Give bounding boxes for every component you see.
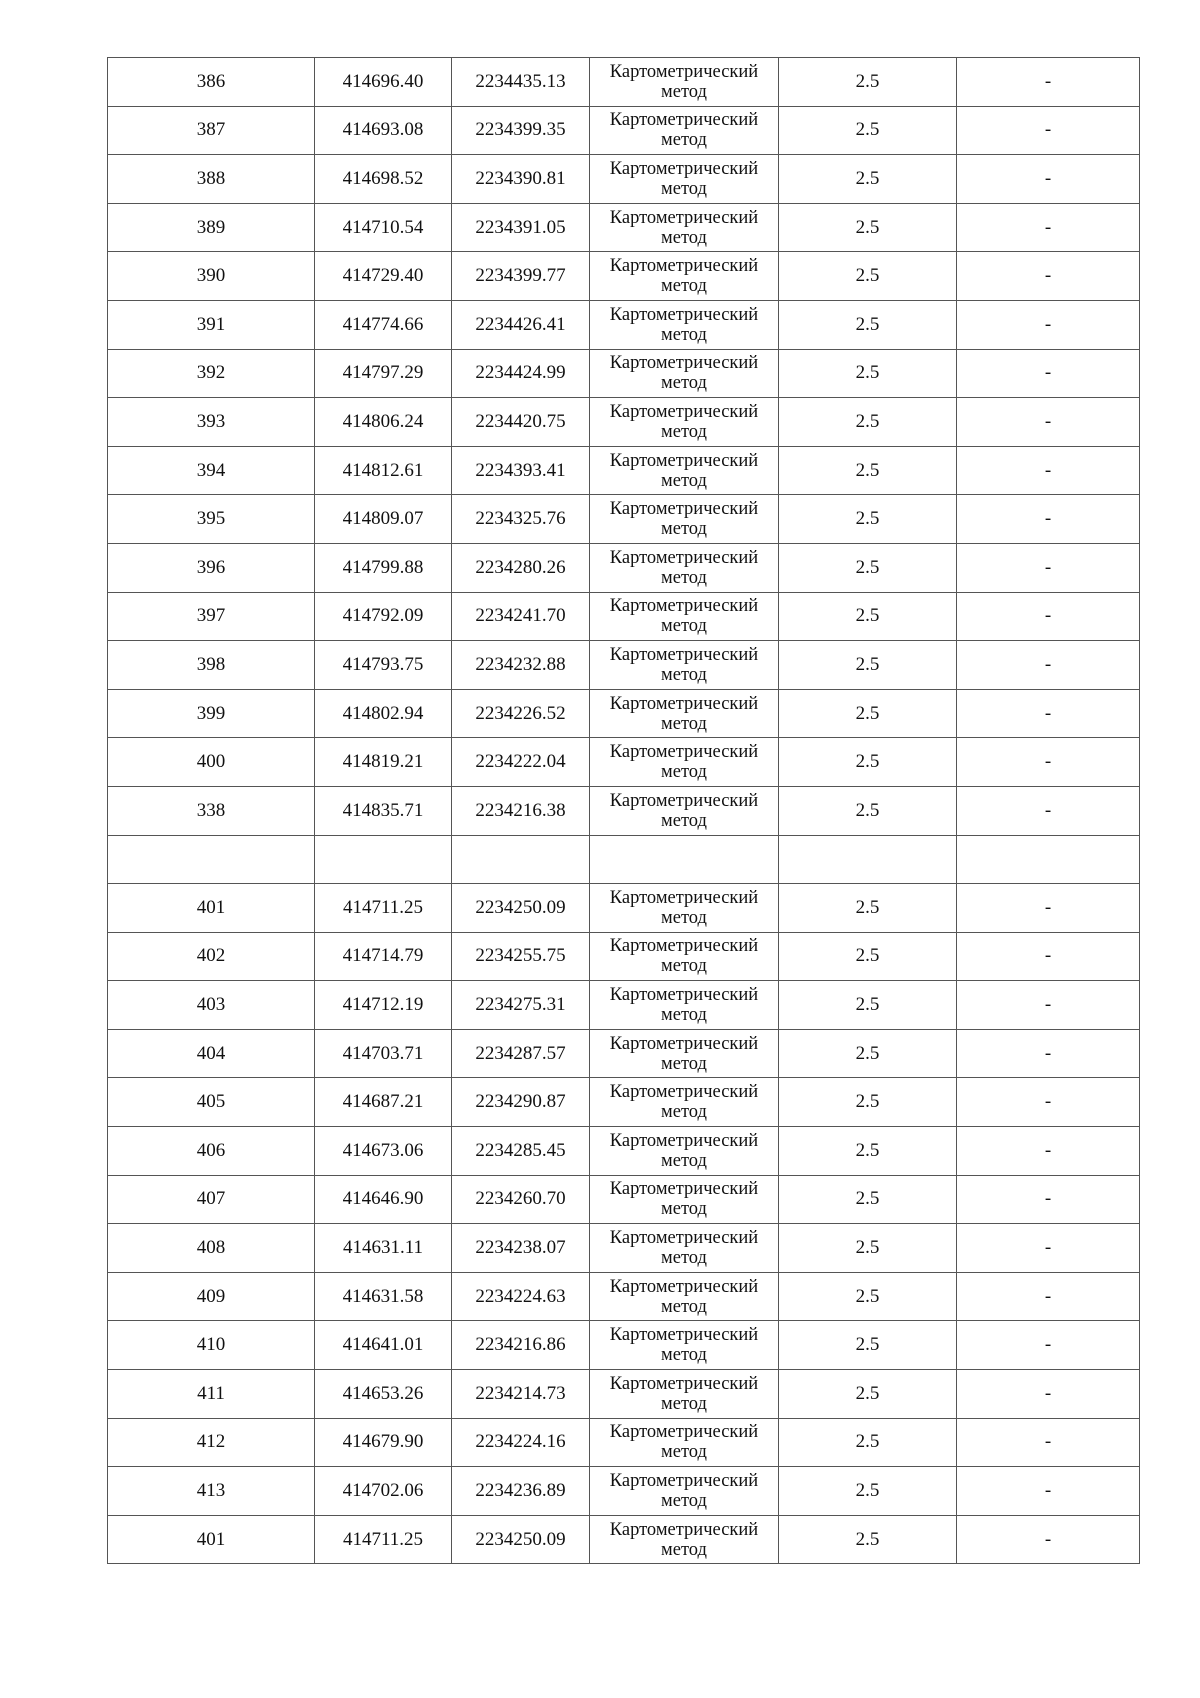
table-row [108, 738, 1140, 787]
point-number-cell: 395 [108, 495, 315, 544]
method-cell [590, 689, 779, 738]
table-row [108, 1175, 1140, 1224]
y-coordinate-cell: 2234232.88 [452, 641, 590, 690]
method-cell [590, 1467, 779, 1516]
method-text-line: метод [661, 1150, 707, 1171]
point-number-cell: 413 [108, 1467, 315, 1516]
method-text-line: метод [661, 1345, 707, 1366]
table-row [108, 689, 1140, 738]
method-text-line: Картометрический [609, 158, 759, 179]
method-text-line: Картометрический [609, 1422, 759, 1443]
table-row [108, 446, 1140, 495]
y-coordinate-cell: 2234226.52 [452, 689, 590, 738]
method-cell [590, 786, 779, 835]
x-coordinate-cell: 414802.94 [315, 689, 452, 738]
accuracy-cell: 2.5 [779, 155, 957, 204]
x-coordinate-cell: 414653.26 [315, 1370, 452, 1419]
accuracy-cell [779, 835, 957, 884]
y-coordinate-cell: 2234287.57 [452, 1029, 590, 1078]
accuracy-cell: 2.5 [779, 543, 957, 592]
method-text-line: Картометрический [609, 644, 759, 665]
method-text-line: метод [661, 470, 707, 491]
accuracy-cell: 2.5 [779, 1029, 957, 1078]
method-cell [590, 398, 779, 447]
note-cell: - [957, 689, 1140, 738]
method-text-line: Картометрический [609, 499, 759, 520]
note-cell: - [957, 641, 1140, 690]
x-coordinate-cell: 414712.19 [315, 981, 452, 1030]
x-coordinate-cell: 414703.71 [315, 1029, 452, 1078]
table-row [108, 1127, 1140, 1176]
x-coordinate-cell: 414774.66 [315, 300, 452, 349]
accuracy-cell: 2.5 [779, 932, 957, 981]
accuracy-cell: 2.5 [779, 203, 957, 252]
point-number-cell: 411 [108, 1370, 315, 1419]
point-number-cell: 412 [108, 1418, 315, 1467]
point-number-cell: 398 [108, 641, 315, 690]
y-coordinate-cell: 2234255.75 [452, 932, 590, 981]
method-cell [590, 1224, 779, 1273]
accuracy-cell: 2.5 [779, 1224, 957, 1273]
method-text-line: Картометрический [609, 596, 759, 617]
accuracy-cell: 2.5 [779, 1321, 957, 1370]
accuracy-cell: 2.5 [779, 1272, 957, 1321]
method-text-line: метод [661, 519, 707, 540]
x-coordinate-cell: 414835.71 [315, 786, 452, 835]
table-row [108, 543, 1140, 592]
method-text-line: метод [661, 567, 707, 588]
method-text-line: Картометрический [609, 256, 759, 277]
x-coordinate-cell: 414710.54 [315, 203, 452, 252]
method-text-line: метод [661, 178, 707, 199]
table-row [108, 1029, 1140, 1078]
method-cell [590, 1175, 779, 1224]
y-coordinate-cell: 2234224.16 [452, 1418, 590, 1467]
y-coordinate-cell: 2234325.76 [452, 495, 590, 544]
accuracy-cell: 2.5 [779, 884, 957, 933]
method-cell [590, 1078, 779, 1127]
method-cell [590, 1321, 779, 1370]
y-coordinate-cell: 2234426.41 [452, 300, 590, 349]
note-cell: - [957, 543, 1140, 592]
point-number-cell: 405 [108, 1078, 315, 1127]
method-text-line: Картометрический [609, 110, 759, 131]
method-cell [590, 1029, 779, 1078]
note-cell: - [957, 398, 1140, 447]
y-coordinate-cell: 2234214.73 [452, 1370, 590, 1419]
accuracy-cell: 2.5 [779, 641, 957, 690]
y-coordinate-cell: 2234216.86 [452, 1321, 590, 1370]
y-coordinate-cell: 2234222.04 [452, 738, 590, 787]
method-text-line: метод [661, 1102, 707, 1123]
point-number-cell: 408 [108, 1224, 315, 1273]
note-cell: - [957, 1224, 1140, 1273]
x-coordinate-cell [315, 835, 452, 884]
method-text-line: Картометрический [609, 790, 759, 811]
coordinates-table-body [108, 58, 1140, 1564]
method-text-line: Картометрический [609, 304, 759, 325]
accuracy-cell: 2.5 [779, 689, 957, 738]
method-text-line: метод [661, 1296, 707, 1317]
accuracy-cell: 2.5 [779, 738, 957, 787]
method-cell [590, 738, 779, 787]
x-coordinate-cell: 414793.75 [315, 641, 452, 690]
table-row [108, 1515, 1140, 1564]
note-cell: - [957, 252, 1140, 301]
method-text-line: метод [661, 810, 707, 831]
note-cell: - [957, 884, 1140, 933]
y-coordinate-cell: 2234224.63 [452, 1272, 590, 1321]
accuracy-cell: 2.5 [779, 1370, 957, 1419]
y-coordinate-cell: 2234420.75 [452, 398, 590, 447]
table-row [108, 155, 1140, 204]
y-coordinate-cell: 2234390.81 [452, 155, 590, 204]
point-number-cell: 399 [108, 689, 315, 738]
method-text-line: Картометрический [609, 742, 759, 763]
accuracy-cell: 2.5 [779, 1467, 957, 1516]
table-row [108, 203, 1140, 252]
note-cell: - [957, 1175, 1140, 1224]
y-coordinate-cell: 2234241.70 [452, 592, 590, 641]
method-text-line: метод [661, 1539, 707, 1560]
table-row [108, 106, 1140, 155]
point-number-cell: 400 [108, 738, 315, 787]
table-row [108, 835, 1140, 884]
table-row [108, 1272, 1140, 1321]
point-number-cell: 404 [108, 1029, 315, 1078]
method-text-line: Картометрический [609, 1130, 759, 1151]
x-coordinate-cell: 414702.06 [315, 1467, 452, 1516]
point-number-cell: 386 [108, 58, 315, 107]
accuracy-cell: 2.5 [779, 300, 957, 349]
y-coordinate-cell: 2234424.99 [452, 349, 590, 398]
method-text-line: Картометрический [609, 1276, 759, 1297]
method-text-line: метод [661, 713, 707, 734]
accuracy-cell: 2.5 [779, 106, 957, 155]
accuracy-cell: 2.5 [779, 1515, 957, 1564]
method-cell [590, 981, 779, 1030]
y-coordinate-cell: 2234399.35 [452, 106, 590, 155]
method-text-line: метод [661, 907, 707, 928]
y-coordinate-cell: 2234260.70 [452, 1175, 590, 1224]
method-text-line: Картометрический [609, 61, 759, 82]
y-coordinate-cell: 2234290.87 [452, 1078, 590, 1127]
note-cell: - [957, 786, 1140, 835]
note-cell: - [957, 1515, 1140, 1564]
point-number-cell: 390 [108, 252, 315, 301]
accuracy-cell: 2.5 [779, 981, 957, 1030]
x-coordinate-cell: 414714.79 [315, 932, 452, 981]
point-number-cell: 397 [108, 592, 315, 641]
accuracy-cell: 2.5 [779, 398, 957, 447]
method-cell [590, 641, 779, 690]
point-number-cell: 401 [108, 884, 315, 933]
method-text-line: метод [661, 762, 707, 783]
coordinates-table [107, 57, 1140, 1564]
method-cell [590, 252, 779, 301]
table-row [108, 1224, 1140, 1273]
point-number-cell: 387 [108, 106, 315, 155]
table-row [108, 58, 1140, 107]
point-number-cell [108, 835, 315, 884]
method-text-line: Картометрический [609, 1519, 759, 1540]
method-cell [590, 592, 779, 641]
point-number-cell: 409 [108, 1272, 315, 1321]
table-row [108, 932, 1140, 981]
point-number-cell: 407 [108, 1175, 315, 1224]
x-coordinate-cell: 414711.25 [315, 884, 452, 933]
y-coordinate-cell: 2234238.07 [452, 1224, 590, 1273]
method-cell [590, 932, 779, 981]
note-cell: - [957, 300, 1140, 349]
method-cell [590, 1370, 779, 1419]
point-number-cell: 393 [108, 398, 315, 447]
y-coordinate-cell: 2234250.09 [452, 1515, 590, 1564]
method-text-line: Картометрический [609, 1471, 759, 1492]
table-row [108, 1467, 1140, 1516]
method-text-line: метод [661, 324, 707, 345]
accuracy-cell: 2.5 [779, 349, 957, 398]
method-cell [590, 300, 779, 349]
method-text-line: метод [661, 616, 707, 637]
y-coordinate-cell: 2234216.38 [452, 786, 590, 835]
note-cell: - [957, 981, 1140, 1030]
table-row [108, 884, 1140, 933]
accuracy-cell: 2.5 [779, 495, 957, 544]
x-coordinate-cell: 414806.24 [315, 398, 452, 447]
note-cell: - [957, 1418, 1140, 1467]
note-cell: - [957, 446, 1140, 495]
note-cell: - [957, 58, 1140, 107]
note-cell: - [957, 1321, 1140, 1370]
method-text-line: Картометрический [609, 1082, 759, 1103]
method-text-line: Картометрический [609, 693, 759, 714]
method-text-line: Картометрический [609, 936, 759, 957]
method-cell [590, 1272, 779, 1321]
table-row [108, 252, 1140, 301]
method-text-line: Картометрический [609, 547, 759, 568]
point-number-cell: 403 [108, 981, 315, 1030]
table-row [108, 1321, 1140, 1370]
note-cell: - [957, 349, 1140, 398]
method-cell [590, 106, 779, 155]
note-cell: - [957, 155, 1140, 204]
method-cell [590, 1515, 779, 1564]
x-coordinate-cell: 414797.29 [315, 349, 452, 398]
method-text-line: метод [661, 130, 707, 151]
method-cell [590, 884, 779, 933]
method-text-line: метод [661, 373, 707, 394]
method-text-line: метод [661, 956, 707, 977]
method-text-line: Картометрический [609, 207, 759, 228]
method-text-line: Картометрический [609, 353, 759, 374]
point-number-cell: 392 [108, 349, 315, 398]
x-coordinate-cell: 414729.40 [315, 252, 452, 301]
note-cell: - [957, 738, 1140, 787]
table-row [108, 981, 1140, 1030]
method-text-line: метод [661, 81, 707, 102]
method-text-line: Картометрический [609, 887, 759, 908]
y-coordinate-cell: 2234393.41 [452, 446, 590, 495]
accuracy-cell: 2.5 [779, 592, 957, 641]
accuracy-cell: 2.5 [779, 252, 957, 301]
note-cell: - [957, 932, 1140, 981]
x-coordinate-cell: 414812.61 [315, 446, 452, 495]
accuracy-cell: 2.5 [779, 1127, 957, 1176]
accuracy-cell: 2.5 [779, 1175, 957, 1224]
method-cell [590, 495, 779, 544]
x-coordinate-cell: 414799.88 [315, 543, 452, 592]
note-cell: - [957, 1029, 1140, 1078]
method-cell [590, 1418, 779, 1467]
table-row [108, 1078, 1140, 1127]
x-coordinate-cell: 414792.09 [315, 592, 452, 641]
point-number-cell: 396 [108, 543, 315, 592]
accuracy-cell: 2.5 [779, 786, 957, 835]
point-number-cell: 406 [108, 1127, 315, 1176]
method-text-line: метод [661, 1491, 707, 1512]
note-cell: - [957, 203, 1140, 252]
x-coordinate-cell: 414711.25 [315, 1515, 452, 1564]
point-number-cell: 389 [108, 203, 315, 252]
note-cell [957, 835, 1140, 884]
method-cell [590, 543, 779, 592]
method-text-line: Картометрический [609, 1179, 759, 1200]
method-text-line: Картометрический [609, 1325, 759, 1346]
note-cell: - [957, 1272, 1140, 1321]
method-cell [590, 349, 779, 398]
x-coordinate-cell: 414631.11 [315, 1224, 452, 1273]
method-text-line: метод [661, 1053, 707, 1074]
method-text-line: Картометрический [609, 1228, 759, 1249]
note-cell: - [957, 495, 1140, 544]
table-row [108, 349, 1140, 398]
note-cell: - [957, 592, 1140, 641]
table-row [108, 592, 1140, 641]
method-cell [590, 835, 779, 884]
x-coordinate-cell: 414641.01 [315, 1321, 452, 1370]
method-cell [590, 155, 779, 204]
table-row [108, 641, 1140, 690]
table-row [108, 786, 1140, 835]
point-number-cell: 410 [108, 1321, 315, 1370]
method-text-line: метод [661, 664, 707, 685]
method-text-line: метод [661, 276, 707, 297]
note-cell: - [957, 1078, 1140, 1127]
point-number-cell: 338 [108, 786, 315, 835]
x-coordinate-cell: 414698.52 [315, 155, 452, 204]
x-coordinate-cell: 414819.21 [315, 738, 452, 787]
accuracy-cell: 2.5 [779, 1418, 957, 1467]
method-cell [590, 203, 779, 252]
x-coordinate-cell: 414696.40 [315, 58, 452, 107]
y-coordinate-cell [452, 835, 590, 884]
method-cell [590, 446, 779, 495]
point-number-cell: 388 [108, 155, 315, 204]
table-row [108, 495, 1140, 544]
method-text-line: метод [661, 227, 707, 248]
y-coordinate-cell: 2234250.09 [452, 884, 590, 933]
method-text-line: Картометрический [609, 1373, 759, 1394]
accuracy-cell: 2.5 [779, 446, 957, 495]
point-number-cell: 391 [108, 300, 315, 349]
method-cell [590, 58, 779, 107]
point-number-cell: 402 [108, 932, 315, 981]
note-cell: - [957, 1127, 1140, 1176]
accuracy-cell: 2.5 [779, 58, 957, 107]
method-text-line: Картометрический [609, 450, 759, 471]
method-text-line: метод [661, 1393, 707, 1414]
note-cell: - [957, 106, 1140, 155]
method-text-line: Картометрический [609, 985, 759, 1006]
x-coordinate-cell: 414679.90 [315, 1418, 452, 1467]
method-text-line: метод [661, 1248, 707, 1269]
x-coordinate-cell: 414673.06 [315, 1127, 452, 1176]
x-coordinate-cell: 414809.07 [315, 495, 452, 544]
note-cell: - [957, 1467, 1140, 1516]
y-coordinate-cell: 2234391.05 [452, 203, 590, 252]
table-row [108, 1370, 1140, 1419]
method-text-line: Картометрический [609, 401, 759, 422]
method-text-line: метод [661, 1199, 707, 1220]
y-coordinate-cell: 2234275.31 [452, 981, 590, 1030]
x-coordinate-cell: 414687.21 [315, 1078, 452, 1127]
method-text-line: метод [661, 1442, 707, 1463]
table-row [108, 1418, 1140, 1467]
x-coordinate-cell: 414693.08 [315, 106, 452, 155]
table-row [108, 300, 1140, 349]
method-text-line: метод [661, 421, 707, 442]
y-coordinate-cell: 2234435.13 [452, 58, 590, 107]
point-number-cell: 394 [108, 446, 315, 495]
method-text-line: Картометрический [609, 1033, 759, 1054]
table-row [108, 398, 1140, 447]
method-text-line: метод [661, 1005, 707, 1026]
y-coordinate-cell: 2234285.45 [452, 1127, 590, 1176]
y-coordinate-cell: 2234280.26 [452, 543, 590, 592]
accuracy-cell: 2.5 [779, 1078, 957, 1127]
point-number-cell: 401 [108, 1515, 315, 1564]
method-cell [590, 1127, 779, 1176]
x-coordinate-cell: 414646.90 [315, 1175, 452, 1224]
y-coordinate-cell: 2234399.77 [452, 252, 590, 301]
x-coordinate-cell: 414631.58 [315, 1272, 452, 1321]
note-cell: - [957, 1370, 1140, 1419]
y-coordinate-cell: 2234236.89 [452, 1467, 590, 1516]
